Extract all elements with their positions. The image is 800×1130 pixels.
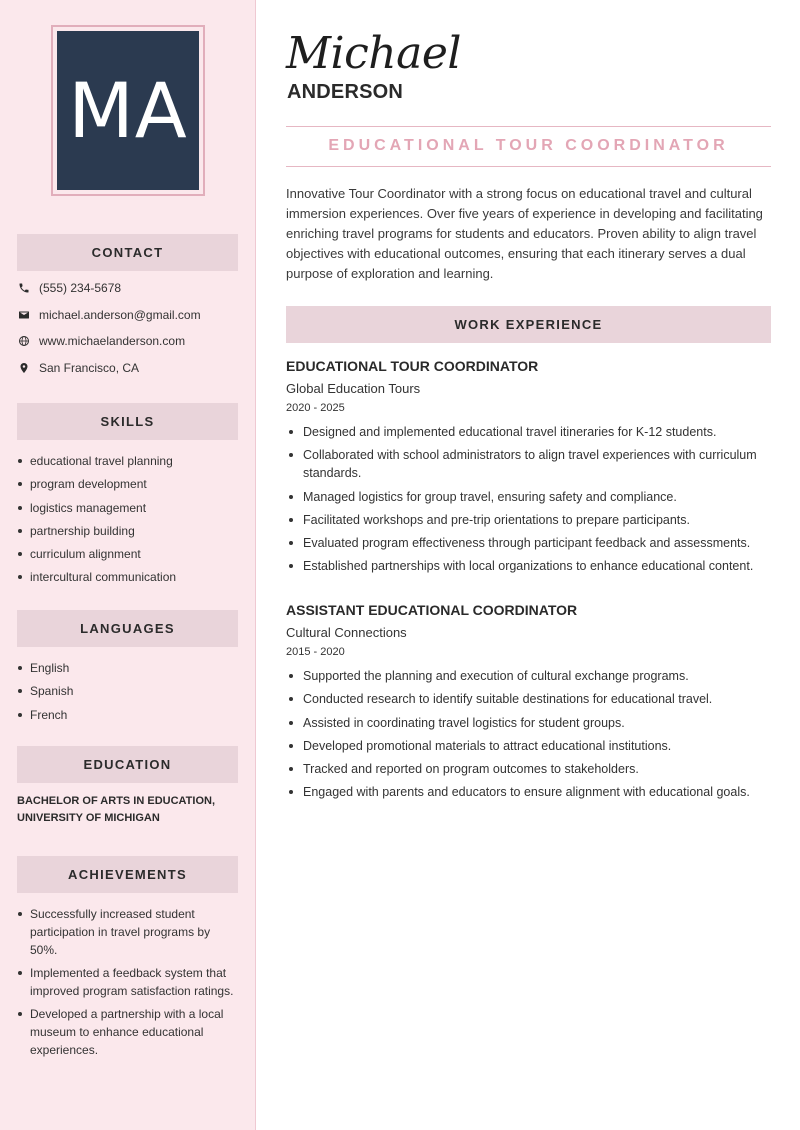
job-entry-dates: 2020 - 2025 (286, 402, 345, 414)
languages-heading: LANGUAGES (17, 610, 238, 647)
skill-item: educational travel planning (17, 452, 242, 470)
job-bullet: Managed logistics for group travel, ensuring safety and compliance. (286, 488, 776, 506)
job-bullet: Designed and implemented educational travel itineraries for K-12 students. (286, 423, 776, 441)
contact-phone (17, 281, 121, 295)
phone-text: (555) 234-5678 (39, 281, 122, 295)
education-heading: EDUCATION (17, 746, 238, 783)
last-name: ANDERSON (287, 81, 404, 103)
job-entry-bullets (286, 423, 776, 575)
sidebar (0, 0, 256, 1130)
job-bullet: Engaged with parents and educators to ensure alignment with educational goals. (286, 783, 776, 801)
title-divider-bottom (286, 166, 771, 167)
job-entry-title: ASSISTANT EDUCATIONAL COORDINATOR (286, 602, 578, 618)
job-bullet: Evaluated program effectiveness through participant feedback and assessments. (286, 534, 776, 552)
contact-location (17, 361, 139, 375)
skill-item: partnership building (17, 522, 242, 540)
job-entry-company: Cultural Connections (286, 625, 407, 640)
language-item: Spanish (17, 682, 242, 700)
language-item: English (17, 659, 242, 677)
first-name: Michael (286, 28, 461, 79)
job-bullet: Developed promotional materials to attract educational institutions. (286, 737, 776, 755)
website-link[interactable]: www.michaelanderson.com (39, 334, 186, 348)
achievement-item: Successfully increased student participation in travel programs by 50%. (17, 905, 239, 959)
achievement-item: Implemented a feedback system that improved program satisfaction ratings. (17, 964, 239, 1000)
summary: Innovative Tour Coordinator with a strong focus on educational travel and cultural immersion experiences. Over five years of experience in developing and facilitating enriching travel programs for students and educators. Proven ability to align travel objectives with educational outcomes, ensuring that each itinerary serves a dual purpose of exploration and learning. (286, 186, 763, 281)
title-divider-top (286, 126, 771, 127)
email-link[interactable]: michael.anderson@gmail.com (39, 308, 201, 322)
job-bullet: Facilitated workshops and pre-trip orientations to prepare participants. (286, 511, 776, 529)
job-entry-dates: 2015 - 2020 (286, 646, 345, 658)
job-entry-company: Global Education Tours (286, 381, 421, 396)
location-text: San Francisco, CA (39, 361, 140, 375)
skills-list (17, 452, 242, 586)
job-bullet: Tracked and reported on program outcomes to stakeholders. (286, 760, 776, 778)
job-entry-bullets (286, 667, 776, 801)
education-degree: BACHELOR OF ARTS IN EDUCATION, UNIVERSITY OF MICHIGAN (17, 795, 215, 824)
job-title: EDUCATIONAL TOUR COORDINATOR (328, 137, 729, 154)
job-bullet: Collaborated with school administrators to align travel experiences with curriculum standards. (286, 446, 776, 482)
skill-item: program development (17, 475, 242, 493)
job-entry-title: EDUCATIONAL TOUR COORDINATOR (286, 358, 539, 374)
contact-email (17, 308, 201, 322)
contact-heading: CONTACT (17, 234, 238, 271)
languages-list (17, 659, 242, 724)
job-entry (286, 358, 776, 581)
language-item: French (17, 706, 242, 724)
skill-item: curriculum alignment (17, 545, 242, 563)
skill-item: intercultural communication (17, 568, 242, 586)
work-experience-heading: WORK EXPERIENCE (286, 306, 771, 343)
job-bullet: Assisted in coordinating travel logistics for student groups. (286, 714, 776, 732)
job-bullet: Supported the planning and execution of cultural exchange programs. (286, 667, 776, 685)
monogram: MA (57, 31, 199, 190)
location-pin-icon (17, 361, 31, 375)
globe-icon (17, 334, 31, 348)
monogram-frame (51, 25, 205, 196)
job-entry (286, 602, 776, 807)
skill-item: logistics management (17, 499, 242, 517)
mail-icon (17, 308, 31, 322)
skills-heading: SKILLS (17, 403, 238, 440)
achievements-list (17, 905, 239, 1059)
achievement-item: Developed a partnership with a local museum to enhance educational experiences. (17, 1005, 239, 1059)
contact-website (17, 334, 185, 348)
achievements-heading: ACHIEVEMENTS (17, 856, 238, 893)
phone-icon (17, 281, 31, 295)
job-bullet: Conducted research to identify suitable destinations for educational travel. (286, 690, 776, 708)
job-bullet: Established partnerships with local organizations to enhance educational content. (286, 557, 776, 575)
